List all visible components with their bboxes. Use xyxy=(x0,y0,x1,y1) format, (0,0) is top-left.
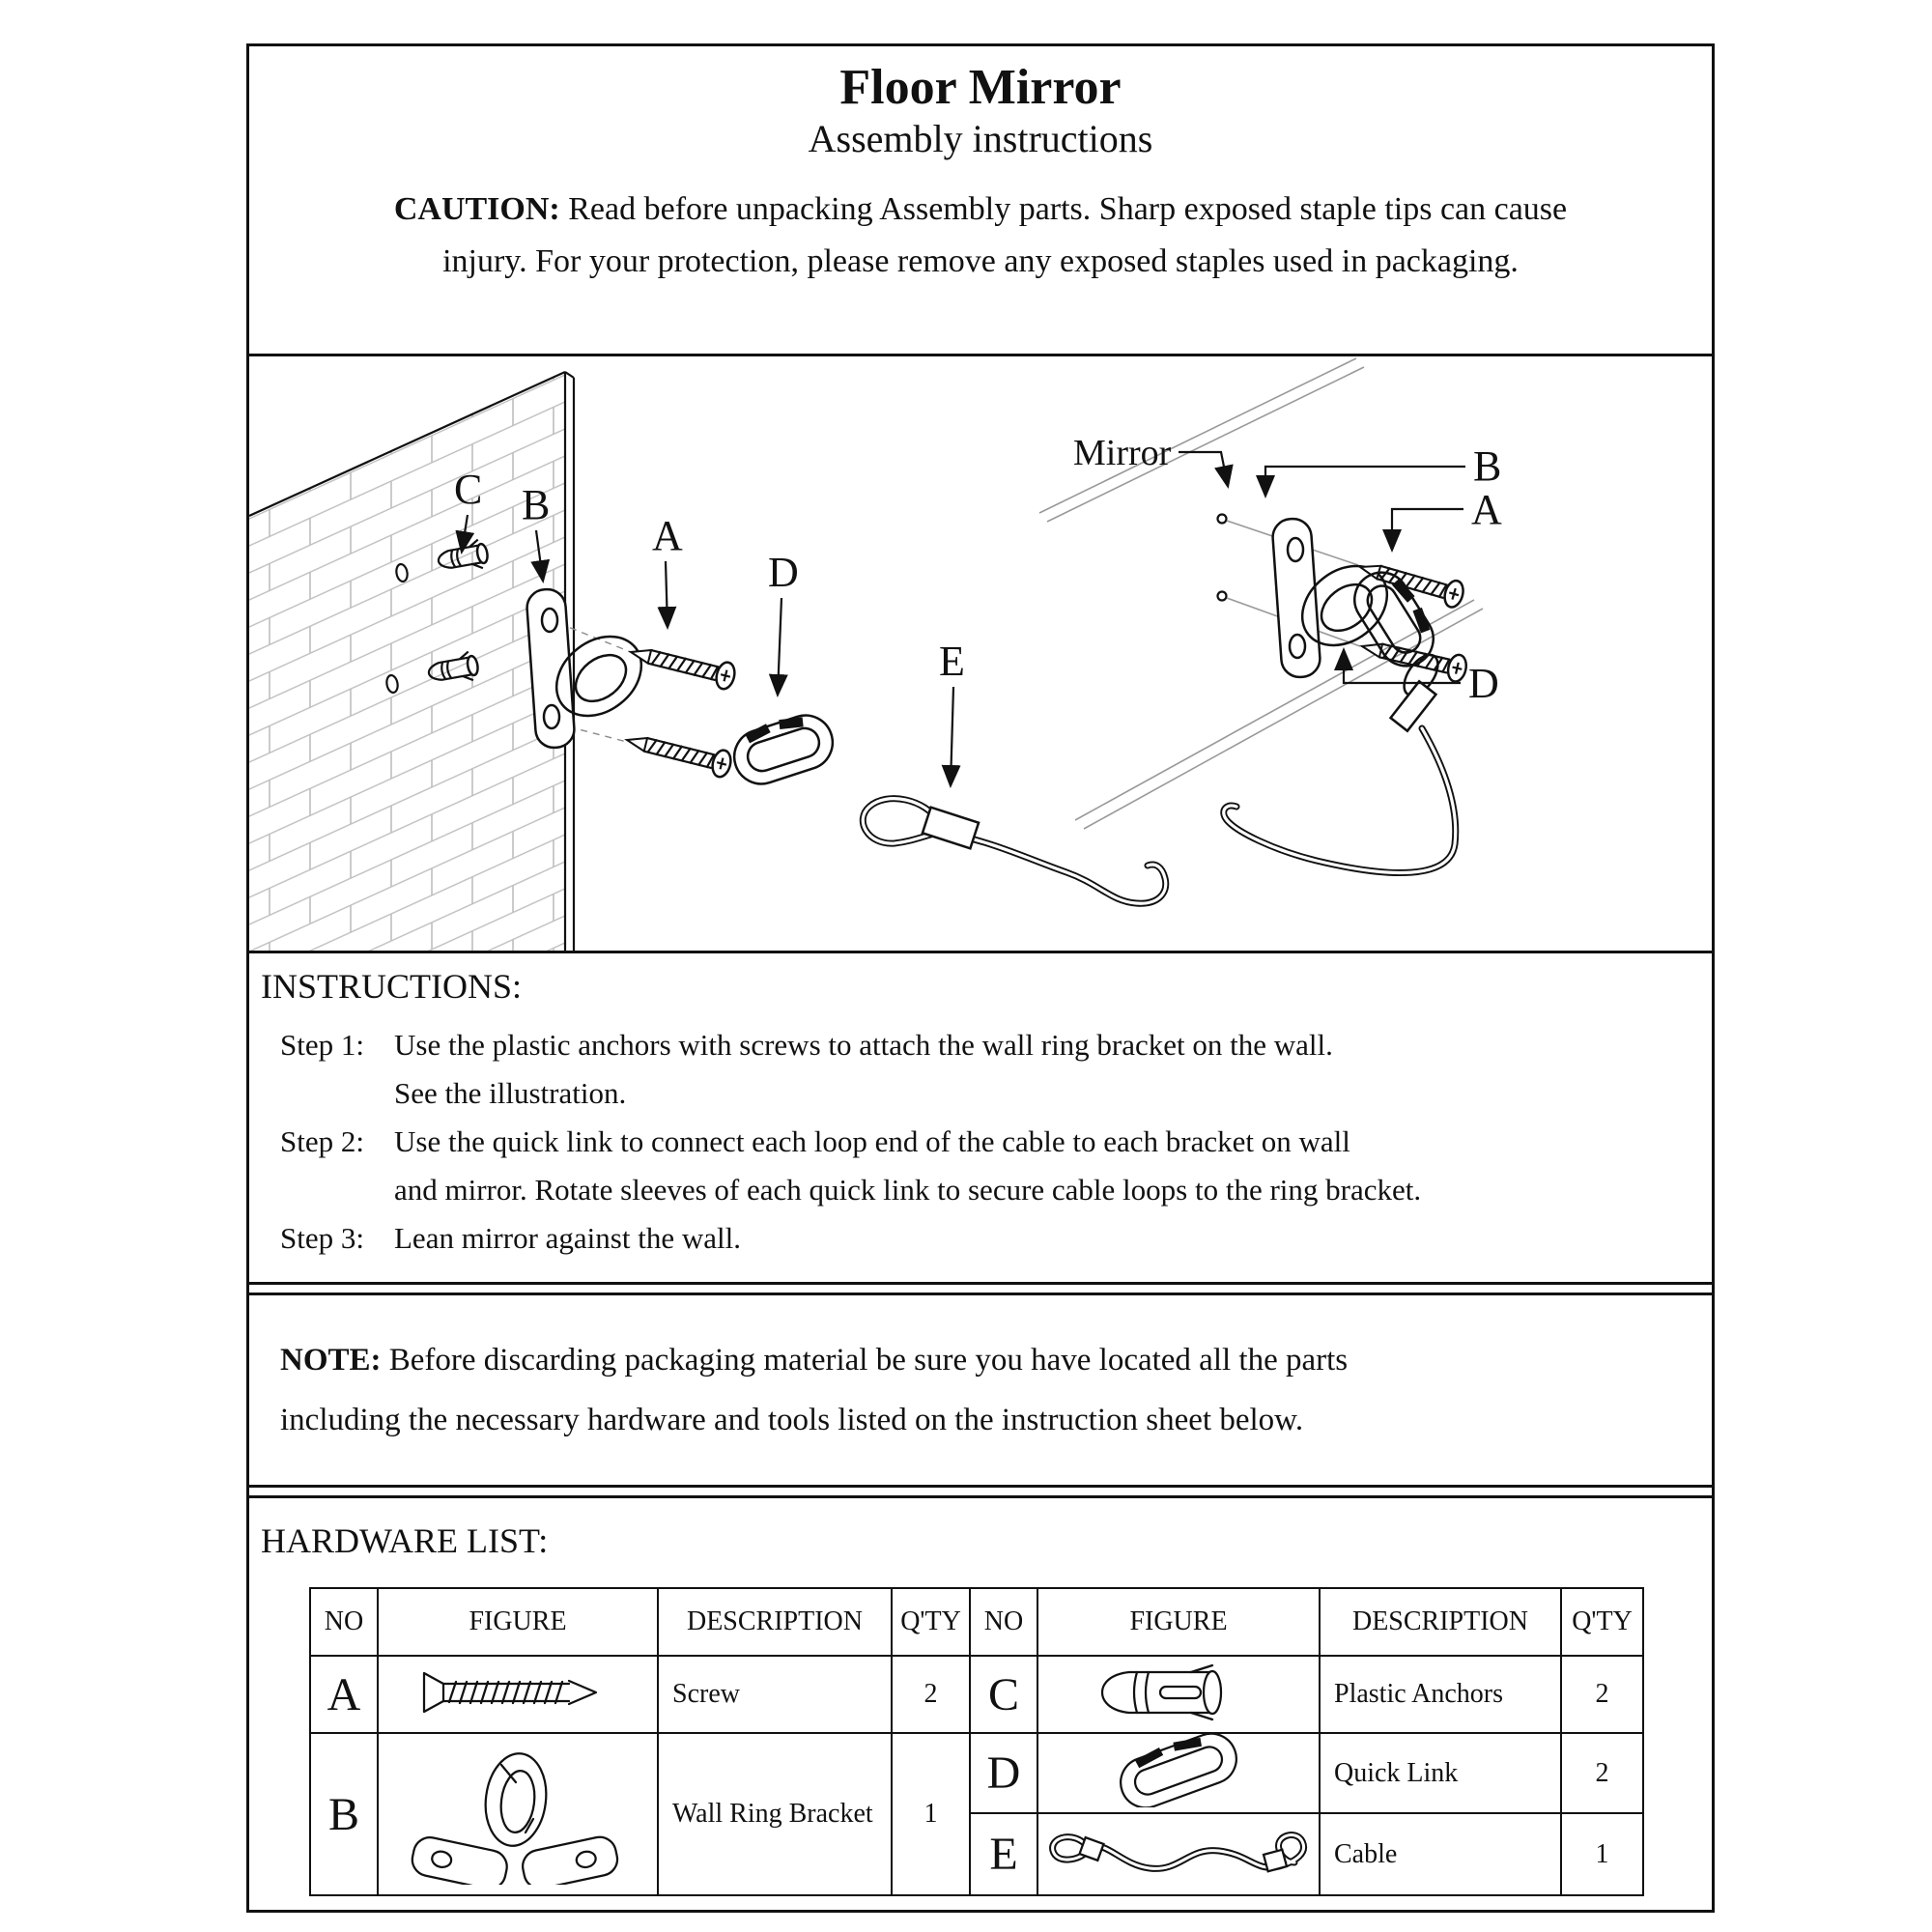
instructions-heading: INSTRUCTIONS: xyxy=(261,967,523,1006)
quicklink-figure xyxy=(1037,1733,1320,1813)
hardware-table xyxy=(309,1587,1644,1896)
step-1-line-1: Step 1: Use the plastic anchors with screws to attach the wall ring bracket on the wall. xyxy=(280,1021,1694,1069)
label-a-mirror: A xyxy=(1471,486,1502,533)
label-d: D xyxy=(768,549,799,596)
note-line-2: including the necessary hardware and tools listed on the instruction sheet below. xyxy=(280,1403,1304,1437)
label-e: E xyxy=(939,638,965,685)
caution-line-1: CAUTION: Read before unpacking Assembly parts. Sharp exposed staple tips can cause xyxy=(393,191,1568,227)
instructions-section xyxy=(249,953,1712,1282)
step-3-line-1: Step 3: Lean mirror against the wall. xyxy=(280,1214,1694,1263)
step-2-line-2: and mirror. Rotate sleeves of each quick link to secure cable loops to the ring bracket. xyxy=(394,1173,1422,1207)
part-desc-anchors: Plastic Anchors xyxy=(1320,1656,1561,1733)
mirror-bracket-assembly xyxy=(1218,515,1469,873)
section-divider-double xyxy=(249,1282,1712,1295)
label-b: B xyxy=(522,481,551,528)
part-no-d: D xyxy=(970,1733,1037,1813)
step-1-line-2: See the illustration. xyxy=(394,1076,627,1110)
wall-ring-bracket xyxy=(526,588,657,749)
part-qty-anchors: 2 xyxy=(1561,1656,1643,1733)
col-header-description: DESCRIPTION xyxy=(658,1588,892,1656)
brick-wall xyxy=(249,356,578,951)
part-desc-quicklink: Quick Link xyxy=(1320,1733,1561,1813)
cable-icon xyxy=(1041,1814,1316,1889)
cable-part xyxy=(863,799,1166,904)
anchor-figure xyxy=(1037,1656,1320,1733)
col-header-qty-2: Q'TY xyxy=(1561,1588,1643,1656)
part-desc-bracket: Wall Ring Bracket xyxy=(658,1733,892,1895)
part-no-b: B xyxy=(310,1733,378,1895)
part-qty-bracket: 1 xyxy=(892,1733,970,1895)
part-no-a: A xyxy=(310,1656,378,1733)
hardware-list-heading: HARDWARE LIST: xyxy=(261,1521,549,1560)
col-header-figure-2: FIGURE xyxy=(1037,1588,1320,1656)
assembly-diagram xyxy=(249,356,1712,951)
label-c: C xyxy=(454,466,483,513)
hardware-section xyxy=(249,1498,1712,1910)
instruction-sheet xyxy=(246,43,1715,1913)
label-a: A xyxy=(652,512,683,559)
col-header-no-2: NO xyxy=(970,1588,1037,1656)
note-label: NOTE: xyxy=(280,1343,382,1378)
part-no-e: E xyxy=(970,1813,1037,1895)
caution-text xyxy=(249,184,1712,288)
screw-figure xyxy=(378,1656,658,1733)
part-no-c: C xyxy=(970,1656,1037,1733)
table-row-b-d xyxy=(310,1733,1643,1813)
quick-link-part xyxy=(727,708,839,790)
page-subtitle: Assembly instructions xyxy=(808,117,1153,160)
part-desc-screw: Screw xyxy=(658,1656,892,1733)
step-2-line-1: Step 2: Use the quick link to connect each loop end of the cable to each bracket on wall xyxy=(280,1118,1694,1166)
part-desc-cable: Cable xyxy=(1320,1813,1561,1895)
quick-link-icon xyxy=(1092,1734,1265,1807)
screw-icon xyxy=(416,1667,619,1718)
section-divider-double xyxy=(249,1485,1712,1498)
label-b-mirror: B xyxy=(1473,442,1502,490)
header-section xyxy=(249,46,1712,354)
col-header-figure: FIGURE xyxy=(378,1588,658,1656)
screw-lower xyxy=(624,726,734,779)
step-1-label: Step 1: xyxy=(280,1028,364,1062)
step-2-label: Step 2: xyxy=(280,1124,364,1158)
caution-line-2: injury. For your protection, please remove any exposed staples used in packaging. xyxy=(442,243,1519,279)
mirror-edge-lines xyxy=(1039,358,1483,829)
bracket-figure xyxy=(378,1733,658,1895)
screw-upper xyxy=(628,639,738,691)
col-header-no: NO xyxy=(310,1588,378,1656)
col-header-description-2: DESCRIPTION xyxy=(1320,1588,1561,1656)
plastic-anchor-icon xyxy=(1096,1662,1261,1722)
mirror-label: Mirror xyxy=(1073,433,1172,473)
note-section xyxy=(249,1295,1712,1485)
col-header-qty: Q'TY xyxy=(892,1588,970,1656)
diagram-section xyxy=(249,356,1712,951)
page-title: Floor Mirror xyxy=(839,60,1122,115)
part-qty-screw: 2 xyxy=(892,1656,970,1733)
part-qty-quicklink: 2 xyxy=(1561,1733,1643,1813)
label-d-mirror: D xyxy=(1468,660,1499,707)
table-row-a-c xyxy=(310,1656,1643,1733)
wall-ring-bracket-icon xyxy=(402,1740,634,1885)
part-qty-cable: 1 xyxy=(1561,1813,1643,1895)
caution-label: CAUTION: xyxy=(393,191,560,227)
cable-figure xyxy=(1037,1813,1320,1895)
instructions-steps xyxy=(261,1021,1694,1263)
note-line-1: NOTE: Before discarding packaging material be sure you have located all the parts xyxy=(280,1343,1349,1378)
step-3-label: Step 3: xyxy=(280,1221,364,1255)
